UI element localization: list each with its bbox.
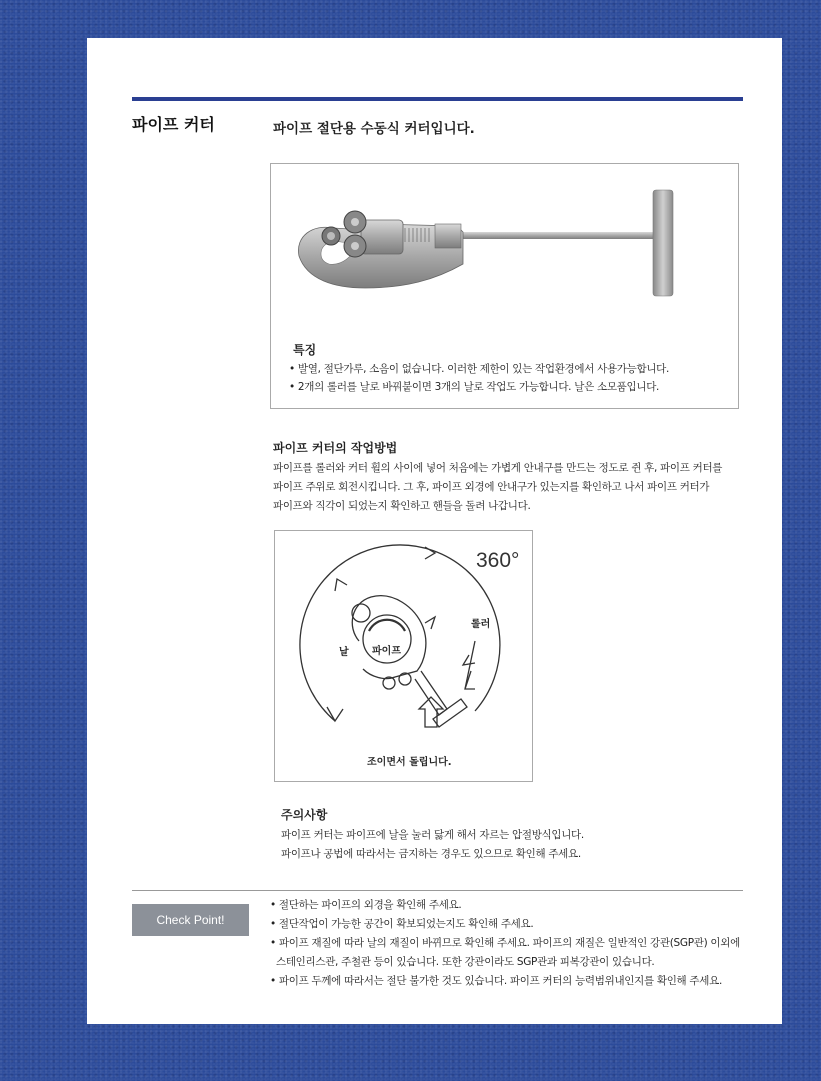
caution-line: 파이프나 공법에 따라서는 금지하는 경우도 있으므로 확인해 주세요.	[281, 848, 581, 860]
section-title: 파이프 커터	[132, 115, 215, 134]
method-line: 파이프와 직각이 되었는지 확인하고 핸들을 돌려 나갑니다.	[273, 500, 531, 512]
checkpoint-item: • 파이프 두께에 따라서는 절단 불가한 것도 있습니다. 파이프 커터의 능력범위내인지를 확인해 주세요.	[270, 975, 722, 987]
method-line: 파이프를 롤러와 커터 휠의 사이에 넣어 처음에는 가볍게 안내구를 만드는 정도로 쥔 후, 파이프 커터를	[273, 462, 723, 474]
caution-title: 주의사항	[281, 808, 328, 822]
method-line: 파이프 주위로 회전시킵니다. 그 후, 파이프 외경에 안내구가 있는지를 확인하고 나서 파이프 커터가	[273, 481, 710, 493]
document-page	[87, 38, 782, 1024]
pipe-label: 파이프	[372, 646, 401, 657]
method-text	[273, 459, 743, 516]
top-divider	[132, 97, 743, 101]
method-title: 파이프 커터의 작업방법	[273, 441, 398, 455]
roller-label: 롤러	[471, 619, 491, 630]
pipe-cutter-image	[285, 184, 725, 314]
checkpoint-item: • 파이프 재질에 따라 날의 재질이 바뀌므로 확인해 주세요. 파이프의 재질은 일반적인 강관(SGP관) 이외에	[270, 937, 740, 949]
feature-item: • 발열, 절단가루, 소음이 없습니다. 이러한 제한이 있는 작업환경에서 사용가능합니다.	[289, 363, 670, 375]
bottom-divider	[132, 890, 743, 891]
checkpoint-item: • 절단하는 파이프의 외경을 확인해 주세요.	[270, 899, 462, 911]
checkpoint-list	[270, 896, 740, 991]
rotation-diagram	[274, 530, 533, 782]
checkpoint-item: 스테인리스관, 주철관 등이 있습니다. 또한 강관이라도 SGP관과 피복강관이 있습니다.	[276, 956, 655, 968]
features-title: 특징	[293, 343, 317, 357]
checkpoint-item: • 절단작업이 가능한 공간이 확보되었는지도 확인해 주세요.	[270, 918, 534, 930]
caution-line: 파이프 커터는 파이프에 날을 눌러 닳게 해서 자르는 압절방식입니다.	[281, 829, 584, 841]
caution-text	[281, 826, 584, 864]
features-list	[289, 360, 669, 396]
rotation-degree-label: 360°	[476, 549, 520, 572]
product-photo-box	[270, 163, 739, 409]
section-subtitle: 파이프 절단용 수동식 커터입니다.	[273, 121, 475, 137]
checkpoint-badge: Check Point!	[132, 904, 249, 936]
feature-item: • 2개의 롤러를 날로 바꿔붙이면 3개의 날로 작업도 가능합니다. 날은 소모품입니다.	[289, 381, 660, 393]
blade-label: 날	[339, 647, 349, 658]
diagram-caption: 조이면서 돌립니다.	[367, 757, 452, 768]
